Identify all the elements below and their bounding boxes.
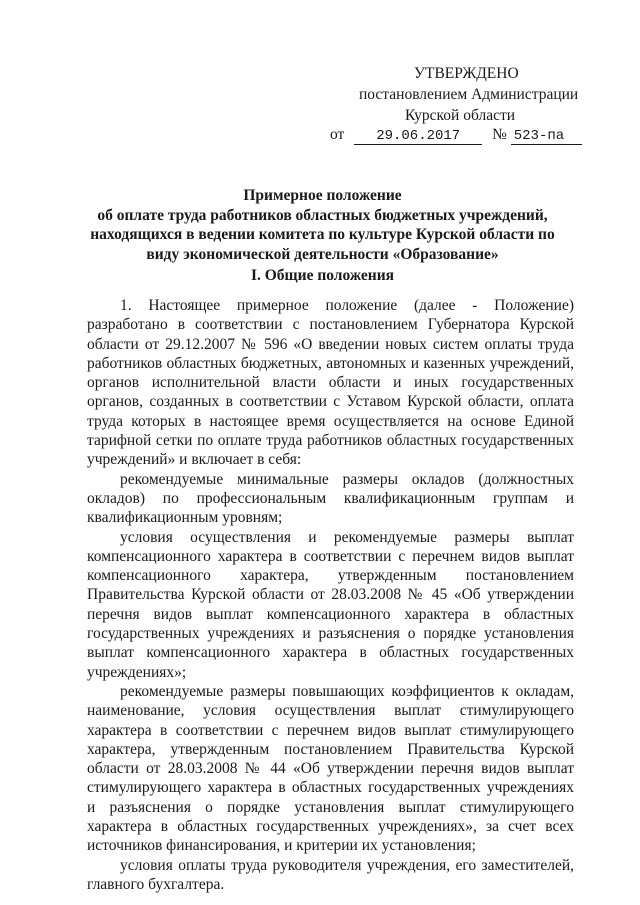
number-field [511, 127, 582, 145]
approval-date-line [330, 125, 582, 145]
approval-region: Курской области [405, 107, 516, 124]
date-field [354, 127, 482, 145]
number-label: № [492, 126, 507, 143]
title-line: Примерное положение [243, 187, 402, 204]
paragraph: рекомендуемые размеры повышающих коэффициентов к окладам, наименование, условия осуществления выплат стимулирующего характера в соответствии с перечнем видов выплат стимулирующего характера, утвержденным постановлением Правительства Курской области от 28.03.2008 № 44 «Об утверждении перечня видов выплат стимулирующего характера в областных государственных учреждениях и разъяснения о порядке установления выплат стимулирующего характера в областных государственных учреждениях», за счет всех источников финансирования, и критерии их установления; [87, 682, 574, 855]
document-title [60, 186, 585, 264]
title-line: об оплате труда работников областных бюджетных учреждений, [97, 206, 548, 224]
title-line: находящихся в ведении комитета по культуре Курской области по [90, 226, 555, 243]
title-line: виду экономической деятельности «Образование» [146, 245, 499, 263]
document-date: 29.06.2017 [376, 128, 461, 144]
approved-stamp: УТВЕРЖДЕНО [414, 65, 519, 82]
from-label: от [330, 126, 345, 143]
paragraph: рекомендуемые минимальные размеры окладов (должностных окладов) по профессиональным квалификационным группам и квалификационным уровням; [87, 470, 574, 527]
approval-authority: постановлением Администрации [359, 86, 579, 103]
paragraph: условия оплаты труда руководителя учреждения, его заместителей, главного бухгалтера. [87, 856, 574, 893]
document-body [87, 296, 574, 894]
section-heading: I. Общие положения [250, 267, 395, 284]
document-number: 523-па [513, 128, 565, 144]
paragraph: 1. Настоящее примерное положение (далее - Положение) разработано в соответствии с постановлением Губернатора Курской области от 29.12.2007 № 596 «О введении новых систем оплаты труда работников областных бюджетных, автономных и казенных учреждений, органов исполнительной власти области и иных государственных органов, созданных в соответствии с Уставом Курской области, оплата труда которых в настоящее время осуществляется на основе Единой тарифной сетки по оплате труда работников областных государственных учреждений» и включает в себя: [87, 297, 574, 469]
paragraph: условия осуществления и рекомендуемые размеры выплат компенсационного характера в соответствии с перечнем видов выплат компенсационного характера, утвержденным постановлением Правительства Курской области от 28.03.2008 № 45 «Об утверждении перечня видов выплат компенсационного характера в областных государственных учреждениях и разъяснения о порядке установления выплат компенсационного характера в областных государственных учреждениях»; [87, 528, 574, 681]
